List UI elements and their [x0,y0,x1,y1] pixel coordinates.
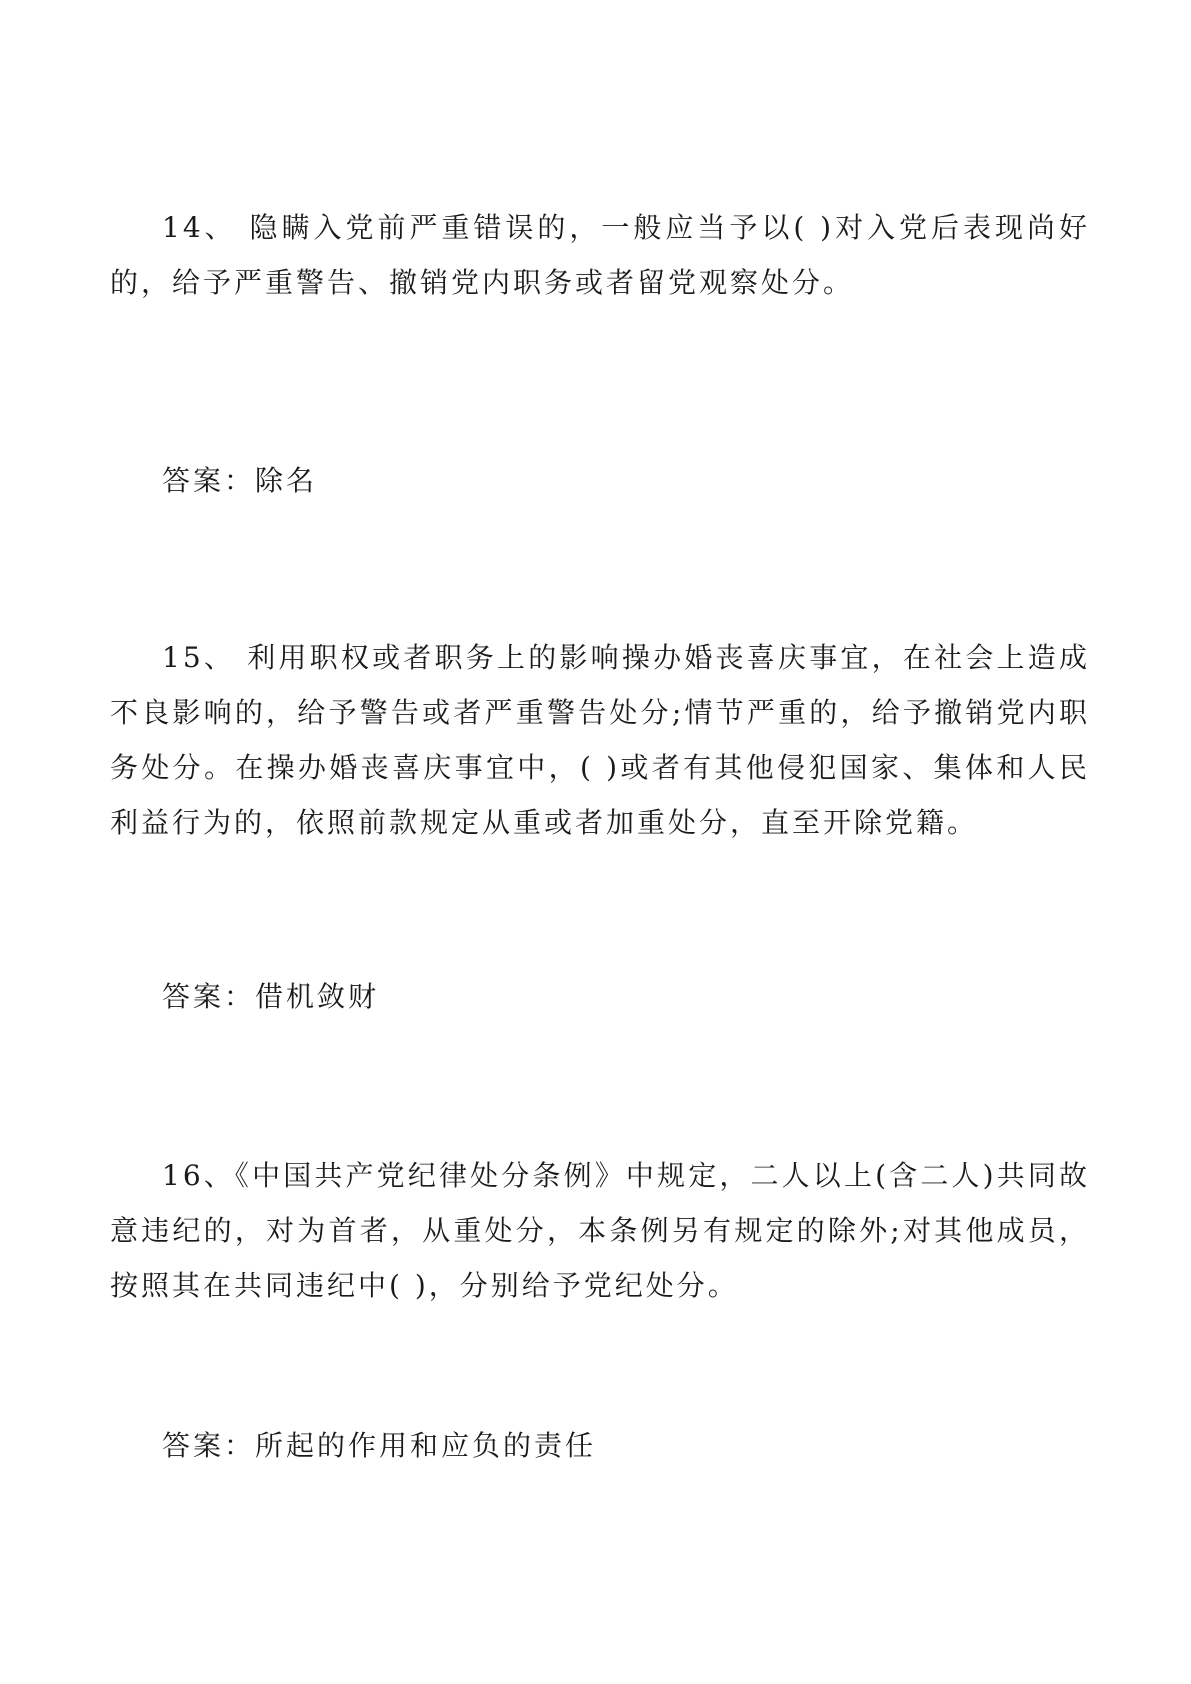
answer-14: 答案：除名 [162,464,318,497]
question-16 [110,1148,1090,1313]
answer-15: 答案：借机敛财 [162,980,380,1013]
question-text: 15、 利用职权或者职务上的影响操办婚丧喜庆事宜，在社会上造成不良影响的，给予警告或者严重警告处分;情节严重的，给予撤销党内职务处分。在操办婚丧喜庆事宜中，( )或者有其他侵犯国家、集体和人民利益行为的，依照前款规定从重或者加重处分，直至开除党籍。 [110,641,1090,839]
question-text: 14、 隐瞒入党前严重错误的，一般应当予以( )对入党后表现尚好的，给予严重警告、撤销党内职务或者留党观察处分。 [110,211,1090,299]
question-15 [110,630,1090,850]
question-14 [110,200,1090,310]
answer-16: 答案：所起的作用和应负的责任 [162,1429,597,1462]
question-text: 16、《中国共产党纪律处分条例》中规定，二人以上(含二人)共同故意违纪的，对为首者，从重处分，本条例另有规定的除外;对其他成员，按照其在共同违纪中( )，分别给予党纪处分。 [110,1159,1090,1302]
